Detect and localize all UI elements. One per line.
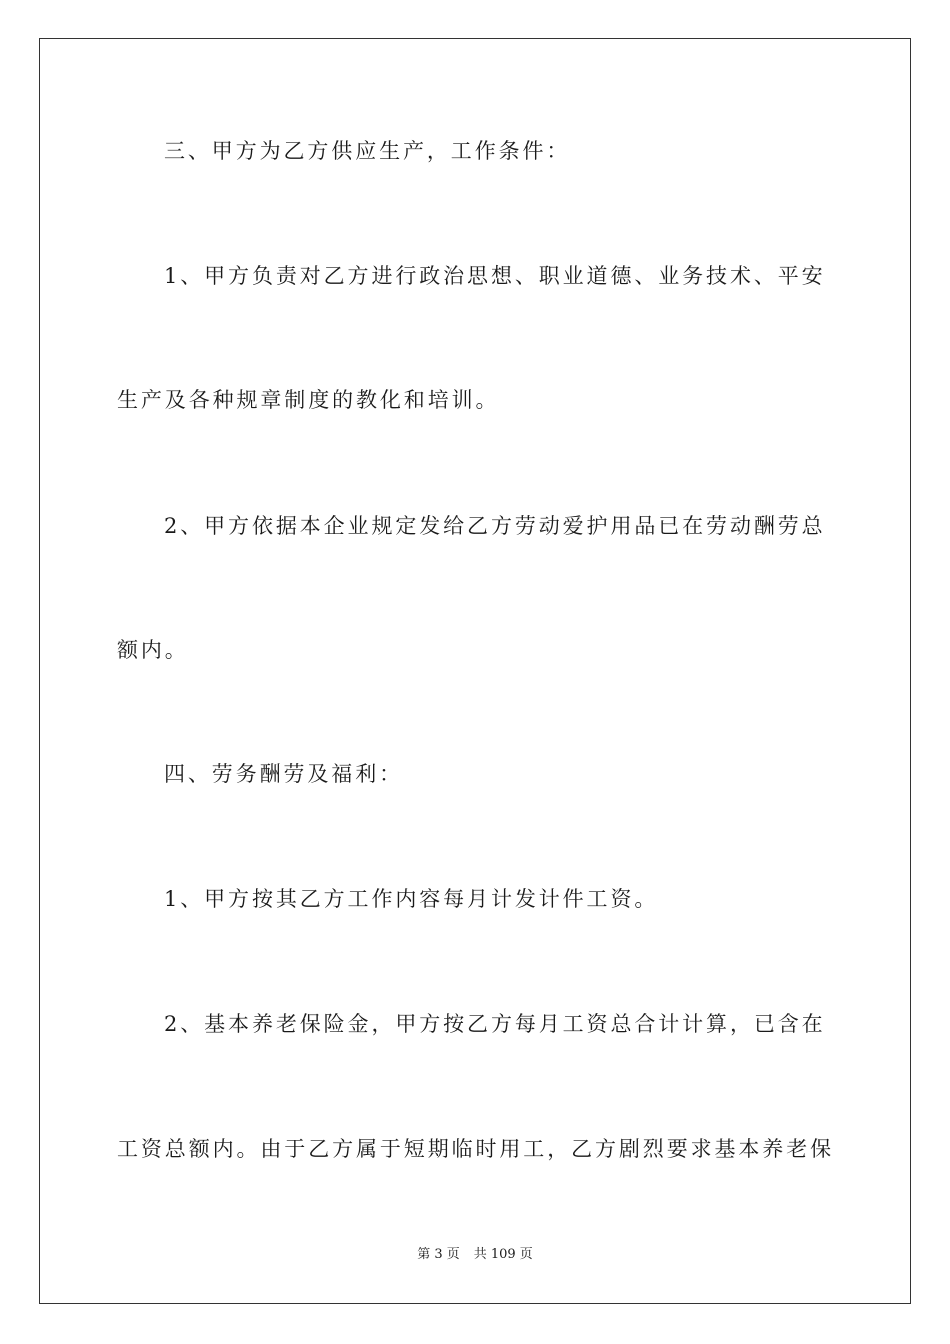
paragraph-line: 工资总额内。由于乙方属于短期临时用工，乙方剧烈要求基本养老保 bbox=[117, 1137, 834, 1161]
paragraph-line: 生产及各种规章制度的教化和培训。 bbox=[117, 388, 500, 412]
paragraph-line: 额内。 bbox=[117, 638, 189, 662]
page-total: 共 109 页 bbox=[473, 1247, 533, 1262]
page-footer bbox=[0, 1246, 950, 1264]
paragraph-line: 2、甲方依据本企业规定发给乙方劳动爱护用品已在劳动酬劳总 bbox=[164, 514, 826, 538]
paragraph-line: 1、甲方负责对乙方进行政治思想、职业道德、业务技术、平安 bbox=[164, 264, 826, 288]
section-heading-3: 三、甲方为乙方供应生产，工作条件： bbox=[164, 139, 571, 163]
page-border bbox=[39, 38, 911, 1304]
page-number: 第 3 页 bbox=[417, 1247, 460, 1262]
paragraph-line: 2、基本养老保险金，甲方按乙方每月工资总合计计算，已含在 bbox=[164, 1012, 826, 1036]
section-heading-4: 四、劳务酬劳及福利： bbox=[164, 762, 403, 786]
paragraph-line: 1、甲方按其乙方工作内容每月计发计件工资。 bbox=[164, 887, 659, 911]
